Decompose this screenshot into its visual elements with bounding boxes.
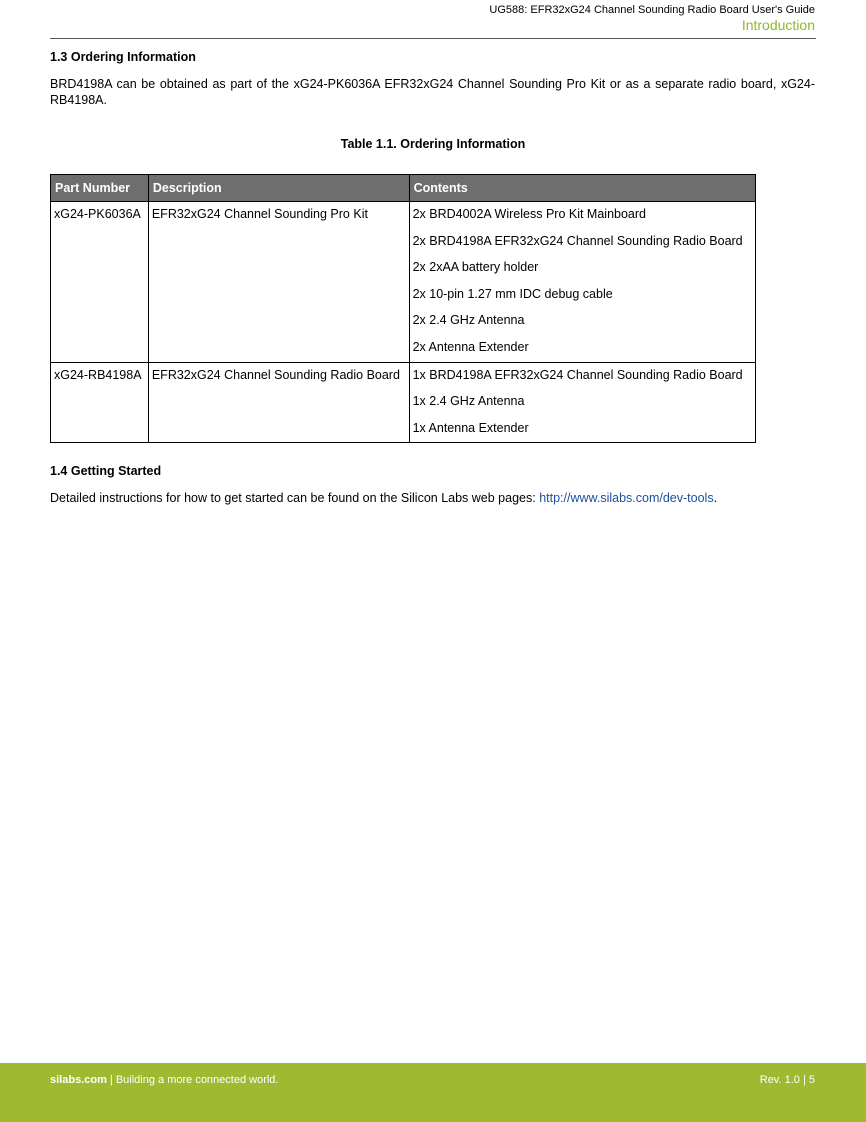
part-number: xG24-PK6036A <box>54 207 141 221</box>
header-divider <box>50 38 816 39</box>
description: EFR32xG24 Channel Sounding Pro Kit <box>151 207 368 221</box>
sentence-period: . <box>713 491 718 505</box>
page-header <box>489 3 815 33</box>
table-row <box>51 362 756 443</box>
footer-tagline: | Building a more connected world. <box>106 1074 279 1086</box>
part-number-cell <box>51 202 149 363</box>
ordering-table <box>50 174 756 443</box>
contents-item: 2x 2.4 GHz Antenna <box>412 313 525 328</box>
table-caption: Table 1.1. Ordering Information <box>340 137 526 151</box>
footer-left <box>50 1074 278 1086</box>
footer-revision: Rev. 1.0 | 5 <box>759 1074 815 1086</box>
description-cell <box>148 202 409 363</box>
column-header-part-number: Part Number <box>51 175 149 202</box>
contents-item: 2x 2xAA battery holder <box>412 260 539 275</box>
footer-site: silabs.com <box>50 1074 107 1086</box>
contents-cell <box>409 362 755 443</box>
part-number: xG24-RB4198A <box>54 367 142 382</box>
contents-item: 1x Antenna Extender <box>412 420 529 435</box>
document-title: UG588: EFR32xG24 Channel Sounding Radio Board User's Guide <box>489 4 815 16</box>
contents-cell <box>409 202 755 363</box>
column-header-description: Description <box>148 175 409 202</box>
part-number-cell <box>51 362 149 443</box>
page-footer <box>0 1063 866 1122</box>
contents-item: 1x BRD4198A EFR32xG24 Channel Sounding Radio Board <box>412 367 743 382</box>
contents-item: 1x 2.4 GHz Antenna <box>412 394 525 409</box>
section-1-3-paragraph: BRD4198A can be obtained as part of the xG24-PK6036A EFR32xG24 Channel Sounding Pro Kit or as a separate radio board, xG24-RB4198A. <box>50 77 815 107</box>
table-row <box>51 202 756 363</box>
dev-tools-link[interactable]: http://www.silabs.com/dev-tools <box>539 491 714 505</box>
section-1-4-paragraph <box>50 490 815 506</box>
description-cell <box>148 362 409 443</box>
contents-item: 2x 10-pin 1.27 mm IDC debug cable <box>412 286 613 301</box>
section-1-4-heading: 1.4 Getting Started <box>50 464 162 478</box>
contents-item: 2x BRD4002A Wireless Pro Kit Mainboard <box>412 207 646 221</box>
getting-started-text: Detailed instructions for how to get started can be found on the Silicon Labs web pages: <box>50 491 540 505</box>
description: EFR32xG24 Channel Sounding Radio Board <box>151 367 400 382</box>
chapter-name: Introduction <box>741 17 815 33</box>
table-header-row <box>51 175 756 202</box>
column-header-contents: Contents <box>409 175 755 202</box>
contents-item: 2x Antenna Extender <box>412 339 529 354</box>
contents-item: 2x BRD4198A EFR32xG24 Channel Sounding Radio Board <box>412 233 743 248</box>
section-1-3-heading: 1.3 Ordering Information <box>50 50 196 64</box>
